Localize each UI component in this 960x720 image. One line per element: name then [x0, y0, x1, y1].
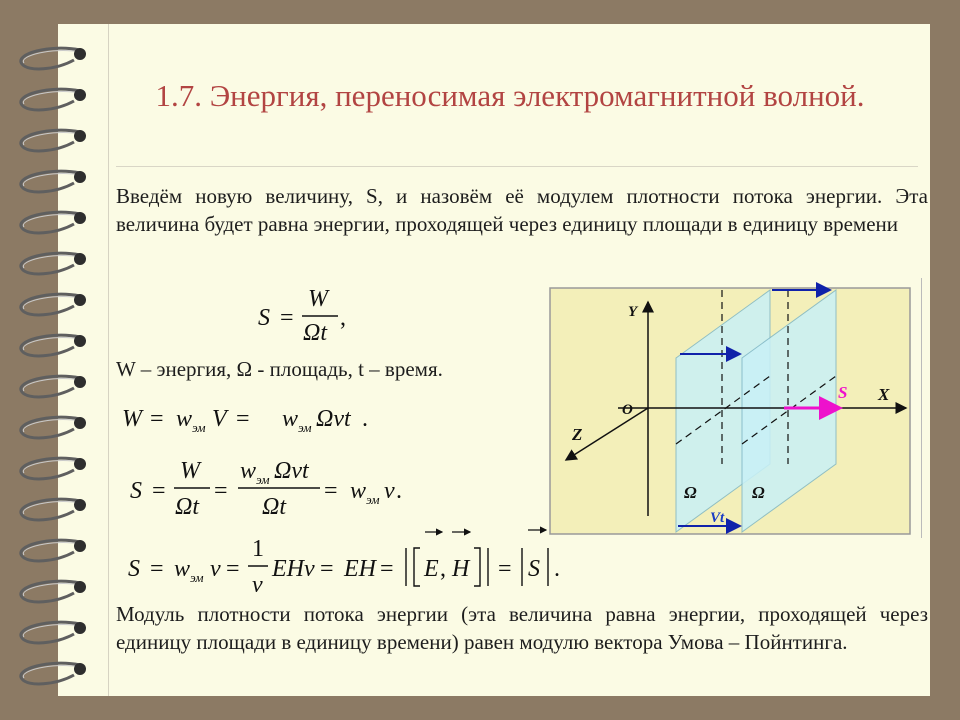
spiral-ring [21, 253, 86, 274]
spiral-ring [21, 171, 86, 192]
title-divider [116, 166, 918, 167]
spiral-ring [21, 335, 86, 356]
intro-paragraph: Введём новую величину, S, и назовём её модулем плотности потока энергии. Эта величина будет равна энергии, проходящей через единицу площади в единицу времени [116, 184, 928, 236]
formula-4-h: H [452, 556, 470, 582]
spiral-ring [21, 663, 86, 684]
formula-2-wem-sub: эм [192, 420, 206, 435]
formula-4-s2: S [528, 556, 540, 582]
poynting-diagram [548, 276, 922, 538]
vt-label: Vt [710, 510, 725, 526]
formula-3-res-v: v [384, 478, 395, 504]
formula-1-den: Ωt [303, 320, 328, 346]
slide-title: 1.7. Энергия, переносимая электромагнитной волной. [155, 78, 865, 113]
formula-2-v: V [212, 406, 227, 432]
formula-2-wem: w [176, 406, 193, 432]
formula-4-eq2: = [226, 556, 240, 582]
formula-2-wem2: w [282, 406, 299, 432]
formula-3-f2-den: Ωt [262, 494, 287, 520]
origin-label: O [622, 402, 633, 418]
formula-1-num: W [308, 286, 328, 312]
formula-4-comma: , [440, 556, 446, 582]
formula-4-eh: EH [344, 556, 376, 582]
spiral-ring [21, 458, 86, 479]
formula-3-res-w: w [350, 478, 367, 504]
formula-flux-density [250, 282, 370, 346]
formula-4-s: S [128, 556, 140, 582]
spiral-ring [21, 376, 86, 397]
omega-left-label: Ω [684, 483, 697, 502]
formula-1-eq: = [280, 305, 294, 331]
formula-energy [118, 396, 388, 440]
formula-4-eq3: = [320, 556, 334, 582]
formula-2-eq1: = [150, 406, 164, 432]
formula-1-lhs: S [258, 305, 270, 331]
spiral-ring [21, 622, 86, 643]
formula-4-bracket-right [474, 548, 480, 586]
formula-4-eq5: = [498, 556, 512, 582]
formula-2-dot: . [362, 406, 368, 432]
spiral-ring [21, 48, 86, 69]
spiral-ring [21, 130, 86, 151]
formula-2-omegavt: Ωvt [316, 406, 351, 432]
formula-4-bracket-left [414, 548, 420, 586]
formula-4-eq1: = [150, 556, 164, 582]
spiral-ring [21, 89, 86, 110]
spiral-ring [21, 581, 86, 602]
conclusion-paragraph: Модуль плотности потока энергии (эта величина равна энергии, проходящей через единицу площади в единицу времени) равен модулю вектора Умова – Пойнтинга. [116, 602, 928, 654]
axis-y-label: Y [628, 304, 638, 320]
formula-2-w: W [122, 406, 142, 432]
formula-4-eq4: = [380, 556, 394, 582]
formula-flux-derivation [118, 456, 418, 524]
formula-2-eq2: = [236, 406, 250, 432]
formula-3-res-sub: эм [366, 492, 380, 507]
spiral-ring [21, 417, 86, 438]
formula-4-w: w [174, 556, 191, 582]
axis-z-label: Z [572, 425, 583, 444]
formula-3-dot: . [396, 478, 402, 504]
formula-3-eq3: = [324, 478, 338, 504]
formula-4-dot: . [554, 556, 560, 582]
formula-4-ehv: EHv [272, 556, 315, 582]
formula-3-eq1: = [152, 478, 166, 504]
formula-2-wem2-sub: эм [298, 420, 312, 435]
formula-4-e: E [424, 556, 439, 582]
spiral-ring [21, 212, 86, 233]
formula-3-f2-rest: Ωvt [274, 458, 309, 484]
formula-3-lhs: S [130, 478, 142, 504]
spiral-ring [21, 540, 86, 561]
formula-1-tail: , [340, 305, 346, 331]
formula-4-v: v [210, 556, 221, 582]
variables-legend: W – энергия, Ω - площадь, t – время. [116, 357, 443, 381]
formula-poynting [118, 526, 588, 606]
vector-s-label: S [838, 383, 848, 402]
formula-3-f2-w: w [240, 458, 257, 484]
spiral-ring [21, 294, 86, 315]
formula-3-f1-num: W [180, 458, 200, 484]
formula-3-eq2: = [214, 478, 228, 504]
margin-line [108, 24, 109, 696]
formula-3-f2-sub: эм [256, 472, 270, 487]
formula-3-f1-den: Ωt [175, 494, 200, 520]
spiral-ring [21, 499, 86, 520]
spiral-binding [0, 0, 100, 720]
omega-right-label: Ω [752, 483, 765, 502]
formula-4-one: 1 [252, 536, 264, 562]
axis-x-label: X [878, 385, 890, 404]
formula-4-den-v: v [252, 572, 263, 598]
formula-4-sub: эм [190, 570, 204, 585]
